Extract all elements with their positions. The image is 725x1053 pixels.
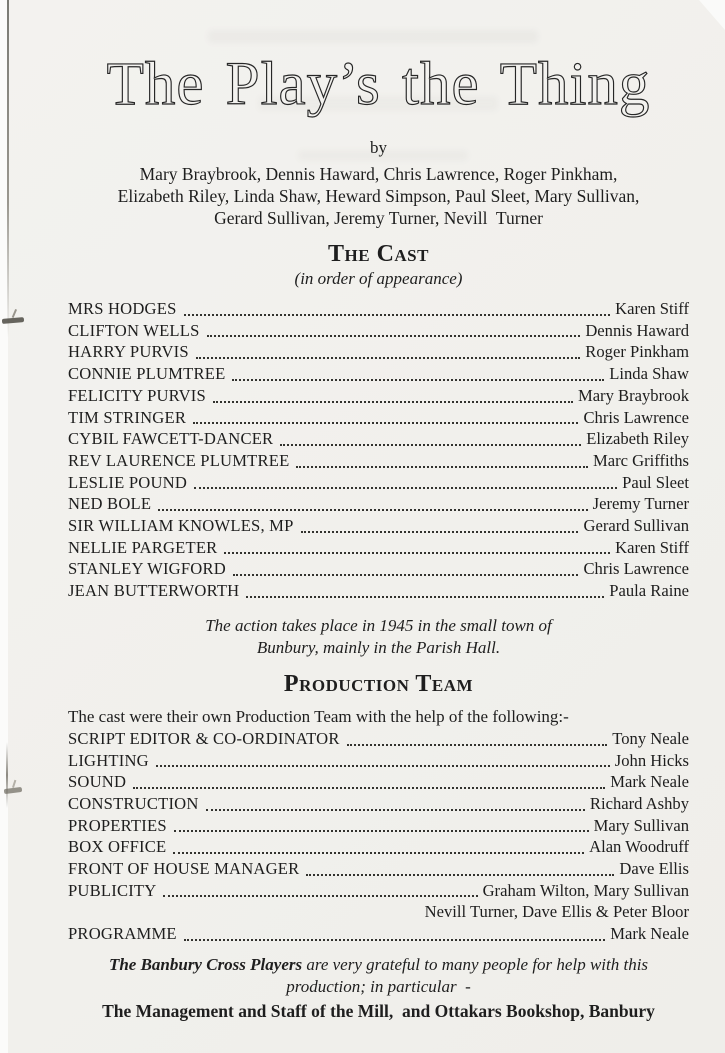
- credit-role: MRS HODGES: [68, 299, 177, 318]
- credit-role: LESLIE POUND: [68, 472, 188, 492]
- dot-leader: [301, 531, 579, 533]
- dot-leader: [184, 939, 605, 941]
- author-line: Elizabeth Riley, Linda Shaw, Heward Simpson, Paul Sleet, Mary Sullivan,: [117, 186, 640, 206]
- production-list: [68, 728, 689, 945]
- production-intro: The cast were their own Production Team with the help of the following:-: [68, 706, 569, 726]
- credit-name: Paul Sleet: [622, 472, 689, 492]
- credit-row: [68, 428, 689, 450]
- credit-row: [68, 298, 689, 320]
- credit-name: Karen Stiff: [615, 299, 689, 318]
- acknowledgement: [68, 954, 689, 1023]
- credit-role: CYBIL FAWCETT-DANCER: [68, 429, 274, 449]
- author-line: Mary Braybrook, Dennis Haward, Chris Lawrence, Roger Pinkham,: [139, 164, 618, 184]
- dot-leader: [233, 574, 579, 576]
- credit-name: Tony Neale: [612, 728, 689, 748]
- dot-leader: [163, 895, 477, 897]
- production-heading: Production Team: [283, 670, 474, 697]
- dot-leader: [158, 509, 587, 511]
- credit-role: REV LAURENCE PLUMTREE: [68, 450, 290, 470]
- credit-name: Chris Lawrence: [583, 559, 689, 579]
- credit-name: John Hicks: [614, 750, 689, 770]
- credit-name: Mary Braybrook: [577, 385, 689, 405]
- credit-row: [68, 771, 689, 793]
- credit-name: Karen Stiff: [615, 537, 689, 557]
- credit-name: Mark Neale: [610, 924, 689, 944]
- credit-name: Mark Neale: [610, 772, 689, 792]
- dot-leader: [306, 874, 614, 876]
- credit-role: CONNIE PLUMTREE: [68, 364, 226, 384]
- ink-bleedthrough-smudge: [208, 30, 538, 43]
- credit-role: CLIFTON WELLS: [68, 320, 200, 340]
- corner-fold: [699, 0, 725, 30]
- setting-note: [68, 615, 689, 659]
- authors-list: [68, 163, 689, 229]
- dot-leader: [173, 852, 584, 854]
- setting-note-line: The action takes place in 1945 in the small town of: [205, 615, 552, 635]
- credit-name: Alan Woodruff: [589, 837, 689, 857]
- cast-heading: The Cast: [328, 241, 429, 267]
- acknowledgement-line1-rest: are very grateful to many people for help with this: [302, 954, 649, 974]
- acknowledgement-line1: [68, 954, 689, 976]
- credit-role: LIGHTING: [68, 750, 149, 770]
- credit-role: PUBLICITY: [68, 880, 157, 900]
- credit-role: JEAN BUTTERWORTH: [68, 581, 240, 601]
- credit-row: [68, 793, 689, 815]
- company-name: The Banbury Cross Players: [108, 954, 303, 974]
- page-title: The Play’s the Thing: [106, 51, 651, 118]
- cast-list: [68, 298, 689, 602]
- credit-name: Linda Shaw: [609, 364, 689, 384]
- credit-row: [68, 728, 689, 750]
- dot-leader: [207, 335, 581, 337]
- credit-row: [68, 407, 689, 429]
- credit-name: Graham Wilton, Mary Sullivan: [482, 880, 689, 900]
- acknowledgement-line2: production; in particular -: [286, 976, 471, 996]
- dot-leader: [156, 765, 610, 767]
- dot-leader: [206, 809, 585, 811]
- credit-name: Gerard Sullivan: [583, 516, 689, 536]
- dot-leader: [213, 401, 573, 403]
- setting-note-line: Bunbury, mainly in the Parish Hall.: [256, 637, 501, 657]
- credit-row: [68, 341, 689, 363]
- credit-name: Dennis Haward: [585, 320, 689, 340]
- credit-row: [68, 320, 689, 342]
- credit-row: [68, 472, 689, 494]
- credit-role: NED BOLE: [68, 494, 152, 514]
- credit-row: [68, 750, 689, 772]
- credit-row: [68, 880, 689, 902]
- page-content: [8, 50, 725, 1023]
- dot-leader: [196, 357, 581, 359]
- credit-name: Richard Ashby: [589, 793, 689, 813]
- credit-role: FRONT OF HOUSE MANAGER: [68, 859, 300, 879]
- dot-leader: [184, 314, 611, 316]
- credit-row: [68, 858, 689, 880]
- dot-leader: [246, 596, 604, 598]
- credit-row: [68, 385, 689, 407]
- credit-name: Paula Raine: [609, 581, 689, 601]
- credit-role: SIR WILLIAM KNOWLES, MP: [68, 516, 294, 536]
- credit-role: STANLEY WIGFORD: [68, 559, 226, 579]
- cast-subheading: (in order of appearance): [294, 269, 463, 288]
- credit-role: CONSTRUCTION: [68, 793, 199, 813]
- dot-leader: [174, 830, 589, 832]
- byline: by: [370, 138, 387, 157]
- credit-role: NELLIE PARGETER: [68, 537, 218, 557]
- dot-leader: [194, 487, 617, 489]
- credit-name: Roger Pinkham: [585, 342, 689, 362]
- credit-row: [68, 558, 689, 580]
- credit-role: BOX OFFICE: [68, 837, 167, 857]
- credit-role: TIM STRINGER: [68, 407, 187, 427]
- dot-leader: [280, 444, 581, 446]
- credit-name: Chris Lawrence: [583, 407, 689, 427]
- dot-leader: [133, 787, 605, 789]
- credit-name: Marc Griffiths: [592, 450, 689, 470]
- dot-leader: [232, 379, 604, 381]
- credit-role: SCRIPT EDITOR & CO-ORDINATOR: [68, 728, 340, 748]
- credit-role: PROGRAMME: [68, 924, 177, 944]
- credit-role: PROPERTIES: [68, 815, 167, 835]
- credit-row: [68, 580, 689, 602]
- credit-row: [68, 363, 689, 385]
- credit-row: [68, 493, 689, 515]
- dot-leader: [224, 552, 610, 554]
- dot-leader: [193, 422, 578, 424]
- acknowledgement-line3: The Management and Staff of the Mill, and Ottakars Bookshop, Banbury: [102, 1000, 655, 1021]
- credit-name: Jeremy Turner: [592, 494, 689, 514]
- credit-name: Elizabeth Riley: [586, 429, 689, 449]
- dot-leader: [347, 744, 608, 746]
- credit-row: [68, 836, 689, 858]
- scanned-programme-page: [8, 0, 725, 1053]
- credit-role: SOUND: [68, 772, 127, 792]
- author-line: Gerard Sullivan, Jeremy Turner, Nevill Turner: [214, 208, 543, 228]
- credit-row: [68, 815, 689, 837]
- credit-row: [68, 515, 689, 537]
- credit-row: [68, 450, 689, 472]
- credit-role: HARRY PURVIS: [68, 342, 189, 362]
- credit-role: FELICITY PURVIS: [68, 385, 206, 405]
- credit-name-continued: Nevill Turner, Dave Ellis & Peter Bloor: [424, 902, 689, 922]
- dot-leader: [296, 466, 588, 468]
- credit-name: Mary Sullivan: [593, 815, 689, 835]
- credit-row: [68, 923, 689, 945]
- credit-row: [68, 537, 689, 559]
- credit-name: Dave Ellis: [619, 859, 689, 879]
